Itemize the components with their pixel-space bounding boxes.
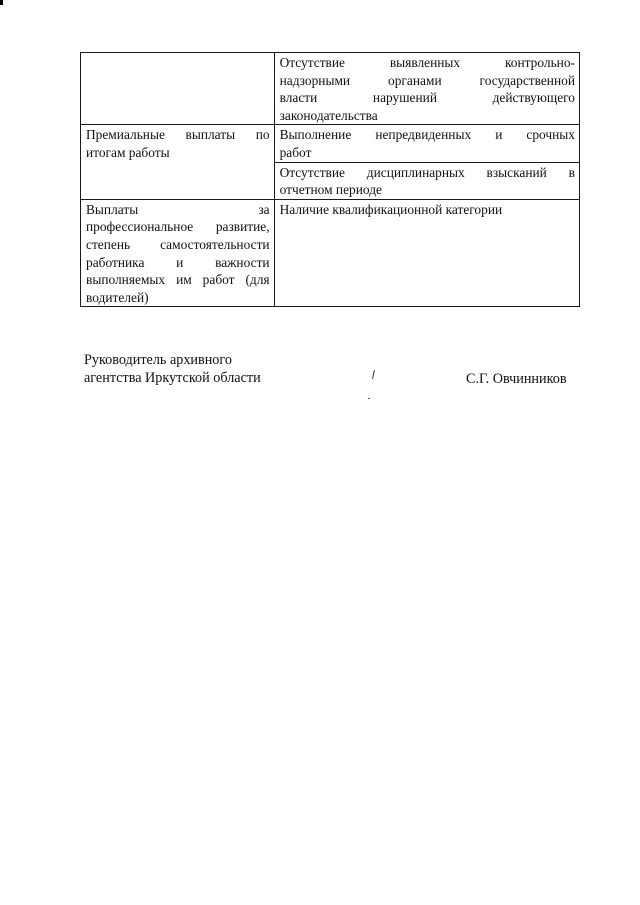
table-cell-criterion — [274, 162, 579, 199]
cell-text-line: Премиальные выплаты по — [86, 127, 270, 143]
cell-text-line: Отсутствие выявленных контрольно- — [279, 55, 575, 70]
cell-text-line: власти нарушений действующего — [279, 90, 575, 106]
cell-text-line: выполняемых им работ (для — [86, 272, 270, 288]
table-row — [81, 53, 580, 125]
signatory-title-line: агентства Иркутской области — [84, 370, 261, 386]
cell-text-line: отчетном периоде — [279, 182, 382, 198]
signature-dot — [368, 398, 370, 399]
cell-text-line: Выплаты за — [86, 201, 270, 217]
table-cell-left-empty — [81, 53, 275, 125]
cell-text-line: водителей) — [86, 289, 149, 305]
signatory-name: С.Г. Овчинников — [466, 371, 567, 387]
cell-text-line: Выполнение непредвиденных и срочных — [279, 127, 575, 143]
cell-text-line: надзорными органами государственной — [279, 72, 575, 88]
table-row — [81, 199, 580, 307]
cell-text-line: работ — [279, 144, 312, 160]
cell-text-line: Отсутствие дисциплинарных взысканий в — [279, 164, 575, 180]
cell-text-line: работника и важности — [86, 254, 270, 270]
table-cell-criterion — [274, 53, 579, 125]
cell-text-line: Наличие квалификационной категории — [279, 201, 503, 217]
table-cell-criterion — [274, 125, 579, 162]
cell-text-line: профессиональное развитие, — [86, 219, 270, 235]
table-row — [81, 125, 580, 162]
payments-criteria-table — [80, 52, 580, 307]
cell-text-line: степень самостоятельности — [86, 236, 270, 252]
cell-text-line: итогам работы — [86, 144, 170, 160]
signatory-title-line: Руководитель архивного — [84, 352, 232, 368]
table-cell-criterion — [274, 199, 579, 307]
table-cell-payment-type — [81, 125, 275, 199]
cell-text-line: законодательства — [279, 107, 378, 123]
table-cell-payment-type — [81, 199, 275, 307]
scan-corner-mark — [0, 0, 3, 5]
